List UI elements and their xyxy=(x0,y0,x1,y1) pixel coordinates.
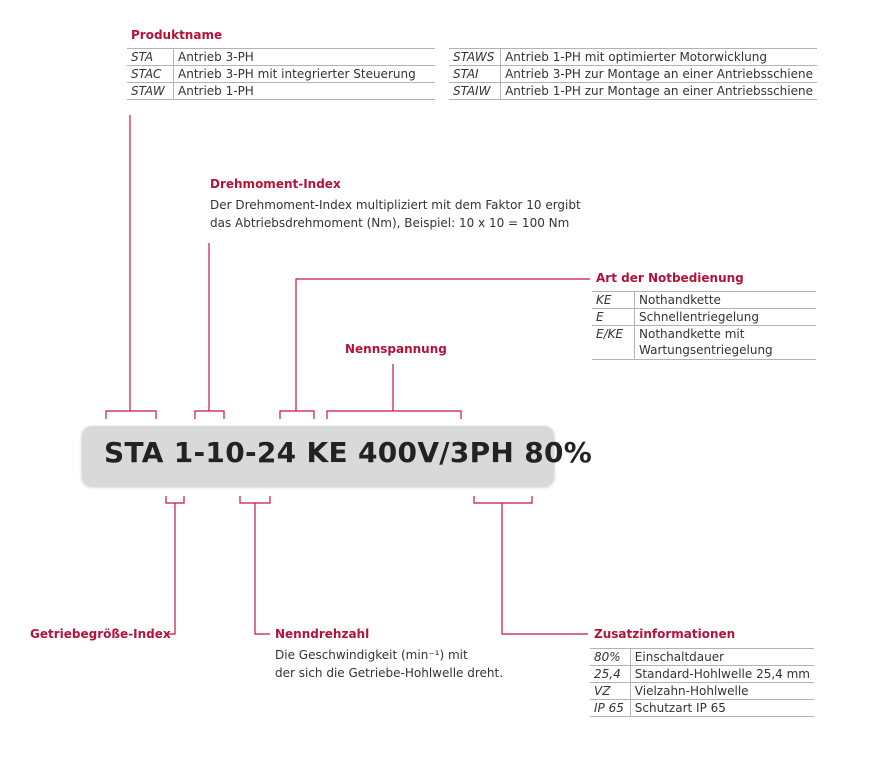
text-cell: Schutzart IP 65 xyxy=(630,700,814,717)
code-cell: 80% xyxy=(590,649,630,666)
table-row xyxy=(592,309,816,326)
produktname-table-right xyxy=(449,48,817,100)
table-row xyxy=(127,66,435,83)
text-cell: Antrieb 1-PH xyxy=(174,83,436,100)
text-cell: Einschaltdauer xyxy=(630,649,814,666)
table-row xyxy=(592,326,816,360)
produktname-heading: Produktname xyxy=(131,28,223,42)
notbedienung-heading: Art der Notbedienung xyxy=(596,271,744,285)
code-cell: E/KE xyxy=(592,326,635,360)
model-code-label: STA 1-10-24 KE 400V/3PH 80% xyxy=(104,436,593,469)
nenndrehzahl-description-line2: der sich die Getriebe-Hohlwelle dreht. xyxy=(275,666,504,680)
text-cell xyxy=(635,326,817,360)
table-row xyxy=(449,83,817,100)
code-cell: 25,4 xyxy=(590,666,630,683)
code-cell: STAI xyxy=(449,66,501,83)
code-cell: KE xyxy=(592,292,635,309)
table-row xyxy=(592,292,816,309)
nenndrehzahl-heading: Nenndrehzahl xyxy=(275,627,370,641)
code-cell: STAWS xyxy=(449,49,501,66)
code-cell: STA xyxy=(127,49,174,66)
text-cell-line1: Nothandkette mit xyxy=(639,327,745,341)
drehmoment-description-line2: das Abtriebsdrehmoment (Nm), Beispiel: 10 x 10 = 100 Nm xyxy=(210,216,570,230)
text-cell: Antrieb 1-PH mit optimierter Motorwicklung xyxy=(501,49,817,66)
text-cell: Antrieb 3-PH xyxy=(174,49,436,66)
table-row xyxy=(127,49,435,66)
table-row xyxy=(590,700,814,717)
code-cell: VZ xyxy=(590,683,630,700)
code-cell: STAC xyxy=(127,66,174,83)
text-cell: Schnellentriegelung xyxy=(635,309,817,326)
table-row xyxy=(590,683,814,700)
table-row xyxy=(590,666,814,683)
table-row xyxy=(590,649,814,666)
text-cell: Nothandkette xyxy=(635,292,817,309)
nenndrehzahl-description-line1: Die Geschwindigkeit (min⁻¹) mit xyxy=(275,648,468,662)
drehmoment-description-line1: Der Drehmoment-Index multipliziert mit dem Faktor 10 ergibt xyxy=(210,198,581,212)
table-row xyxy=(449,49,817,66)
zusatz-table xyxy=(590,648,814,717)
text-cell: Standard-Hohlwelle 25,4 mm xyxy=(630,666,814,683)
drehmoment-heading: Drehmoment-Index xyxy=(210,177,341,191)
table-row xyxy=(449,66,817,83)
zusatz-heading: Zusatzinformationen xyxy=(594,627,736,641)
text-cell: Antrieb 3-PH zur Montage an einer Antriebsschiene xyxy=(501,66,817,83)
getriebe-heading: Getriebegröße-Index xyxy=(30,627,171,641)
notbedienung-table xyxy=(592,291,816,360)
nennspannung-heading: Nennspannung xyxy=(345,342,447,356)
text-cell: Vielzahn-Hohlwelle xyxy=(630,683,814,700)
text-cell: Antrieb 3-PH mit integrierter Steuerung xyxy=(174,66,436,83)
code-cell: STAW xyxy=(127,83,174,100)
code-cell: E xyxy=(592,309,635,326)
text-cell-line2: Wartungsentriegelung xyxy=(639,343,773,357)
code-cell: STAIW xyxy=(449,83,501,100)
produktname-table-left xyxy=(127,48,435,100)
text-cell: Antrieb 1-PH zur Montage an einer Antriebsschiene xyxy=(501,83,817,100)
table-row xyxy=(127,83,435,100)
code-cell: IP 65 xyxy=(590,700,630,717)
